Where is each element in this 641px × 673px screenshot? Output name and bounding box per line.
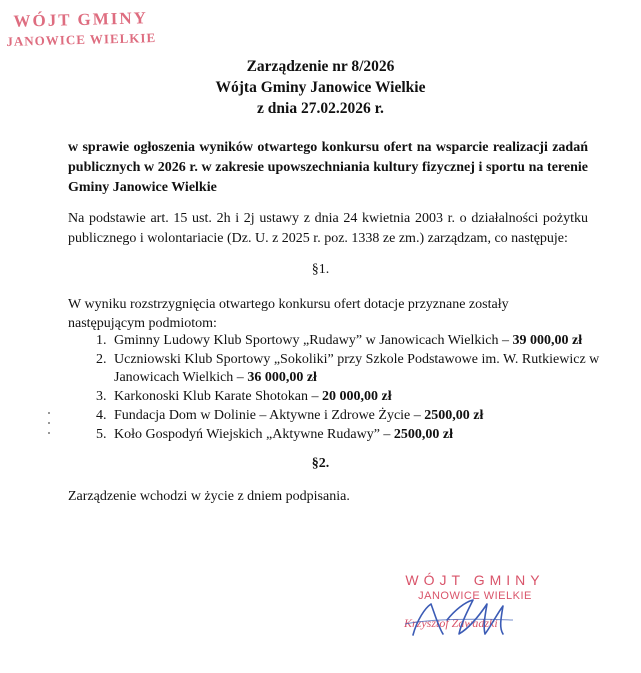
section-2-heading: §2. xyxy=(311,456,330,471)
list-item xyxy=(110,407,630,425)
stamp-title: WÓJT GMINY xyxy=(405,572,545,588)
official-stamp-top xyxy=(6,8,157,50)
recipient-name: Gminny Ludowy Klub Sportowy „Rudawy” w Janowicach Wielkich – xyxy=(114,333,513,348)
grant-amount: 39 000,00 zł xyxy=(512,333,583,348)
document-header xyxy=(0,56,641,119)
grant-amount: 20 000,00 zł xyxy=(322,389,392,404)
grant-amount: 2500,00 zł xyxy=(424,408,484,423)
section-1-intro: W wyniku rozstrzygnięcia otwartego konkursu ofert dotacje przyznane zostały następującym podmiotom: xyxy=(68,297,509,331)
recipient-name: Uczniowski Klub Sportowy „Sokoliki” przy Szkole Podstawowe im. W. Rutkiewicz w Janowicach Wielkich – xyxy=(114,352,600,385)
section-1-heading: §1. xyxy=(311,262,330,277)
stamp-subtitle: JANOWICE WIELKIE xyxy=(418,590,532,602)
stamp-signatory-name: Krzysztof Zawadzki xyxy=(404,616,498,630)
list-item xyxy=(110,388,630,406)
ordinance-date: z dnia 27.02.2026 r. xyxy=(257,100,384,117)
grant-amount: 2500,00 zł xyxy=(393,427,454,442)
handwritten-signature xyxy=(395,590,525,640)
recipient-name: Koło Gospodyń Wiejskich „Aktywne Rudawy” – xyxy=(114,427,394,442)
ordinance-issuer: Wójta Gminy Janowice Wielkie xyxy=(215,79,426,96)
stamp-subtitle: JANOWICE WIELKIE xyxy=(6,30,157,49)
stamp-title: WÓJT GMINY xyxy=(13,8,149,31)
recipient-name: Karkonoski Klub Karate Shotokan – xyxy=(114,389,323,404)
grant-recipients-list xyxy=(68,332,630,445)
legal-basis: Na podstawie art. 15 ust. 2h i 2j ustawy z dnia 24 kwietnia 2003 r. o działalności pożytku publicznego i wolontariacie (Dz. U. z 2025 r. poz. 1338 ze zm.) zarządzam, co następuje: xyxy=(68,211,588,246)
recipient-name: Fundacja Dom w Dolinie – Aktywne i Zdrowe Życie – xyxy=(114,408,425,423)
list-item xyxy=(110,426,630,444)
effective-date-clause: Zarządzenie wchodzi w życie z dniem podpisania. xyxy=(68,489,350,504)
list-item xyxy=(110,351,630,387)
ordinance-subject: w sprawie ogłoszenia wyników otwartego konkursu ofert na wsparcie realizacji zadań publicznych w 2026 r. w zakresie upowszechniania kultury fizycznej i sportu na terenie Gminy Janowice Wielkie xyxy=(68,140,588,195)
ordinance-number: Zarządzenie nr 8/2026 xyxy=(246,58,395,75)
grant-amount: 36 000,00 zł xyxy=(247,370,317,385)
list-item xyxy=(110,332,630,350)
margin-marks xyxy=(48,412,52,442)
